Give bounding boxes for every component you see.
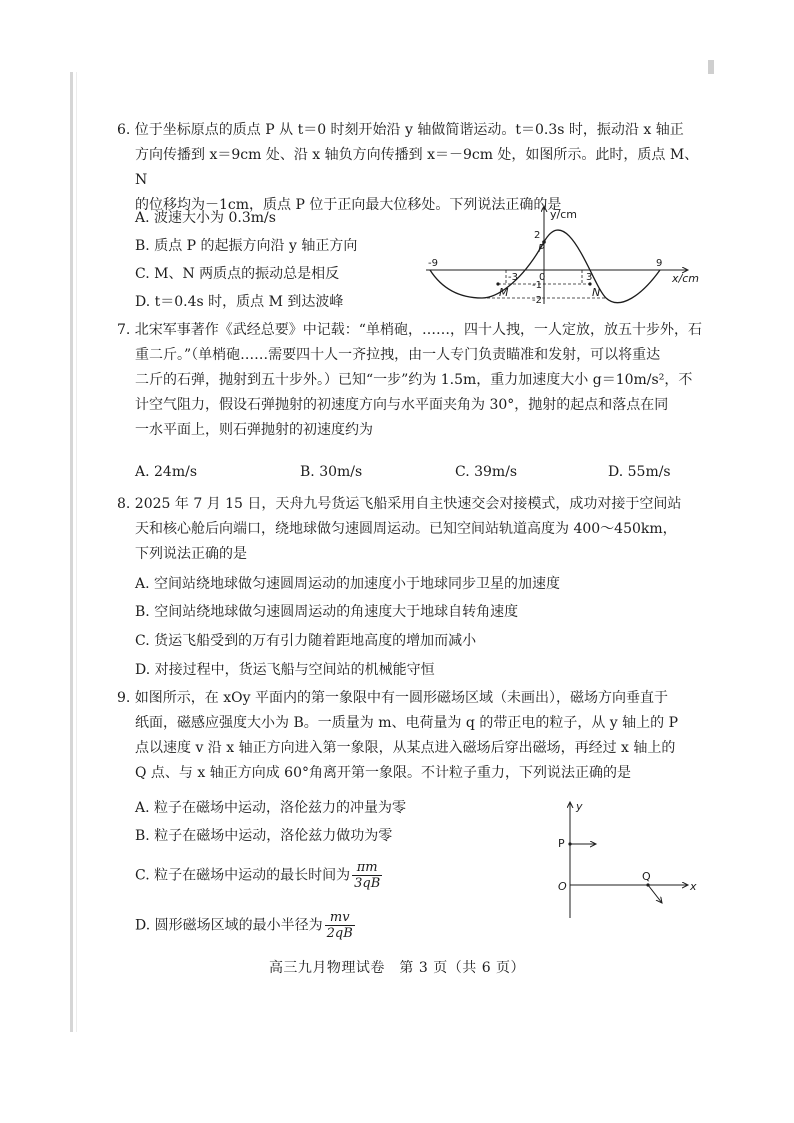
q7-line-1: 7. 北宋军事著作《武经总要》中记载：“单梢砲，……，四十人拽，一人定放，放五十步外，石 xyxy=(117,322,702,338)
question-8-stem xyxy=(117,492,707,567)
q6-wave-figure xyxy=(420,200,710,312)
q9-point-p xyxy=(568,842,571,845)
q9-option-d-numerator: mv xyxy=(325,910,355,926)
q9-option-c-denominator: 3qB xyxy=(354,876,381,891)
q9-option-c xyxy=(135,860,382,891)
q9-p-label: P xyxy=(558,837,565,850)
q7-option-c: C. 39m/s xyxy=(455,464,518,480)
q9-origin-label: O xyxy=(558,880,567,893)
q6-option-b: B. 质点 P 的起振方向沿 y 轴正方向 xyxy=(135,238,358,254)
q6-x-tick-minus9: -9 xyxy=(428,258,438,269)
q9-option-d-denominator: 2qB xyxy=(326,926,353,941)
q9-coordinate-figure xyxy=(552,798,702,920)
q7-line-5: 一水平面上，则石弹抛射的初速度约为 xyxy=(135,422,373,438)
q7-option-b: B. 30m/s xyxy=(300,464,363,480)
q8-line-3: 下列说法正确的是 xyxy=(135,546,247,562)
q6-option-c: C. M、N 两质点的振动总是相反 xyxy=(135,266,340,282)
q8-option-c: C. 货运飞船受到的万有引力随着距地高度的增加而减小 xyxy=(135,633,477,649)
question-9-stem xyxy=(117,686,707,786)
q6-line-2: 方向传播到 x＝9cm 处、沿 x 轴负方向传播到 x＝－9cm 处，如图所示。此时，质点 M、N xyxy=(135,147,699,188)
q6-label-n: N xyxy=(592,286,601,299)
q6-line-3: 的位移均为－1cm，质点 P 位于正向最大位移处。下列说法正确的是 xyxy=(135,197,562,213)
q6-label-p: P xyxy=(538,242,545,255)
q9-option-d-fraction xyxy=(325,910,355,941)
q6-label-m: M xyxy=(499,286,509,299)
q6-y-tick-minus2: -2 xyxy=(532,295,542,306)
q9-option-c-numerator: πm xyxy=(352,860,382,876)
q8-line-1: 8. 2025 年 7 月 15 日，天舟九号货运飞船采用自主快速交会对接模式，成功对接于空间站 xyxy=(117,496,682,512)
q6-option-a: A. 波速大小为 0.3m/s xyxy=(135,210,276,226)
q9-option-d-text: D. 圆形磁场区域的最小半径为 xyxy=(135,917,323,934)
q6-line-1: 6. 位于坐标原点的质点 P 从 t＝0 时刻开始沿 y 轴做简谐运动。t＝0.3s 时，振动沿 x 轴正 xyxy=(117,122,684,138)
q6-x-tick-3: 3 xyxy=(586,272,593,283)
q7-line-2: 重二斤。”（单梢砲……需要四十人一齐拉拽，由一人专门负责瞄准和发射，可以将重达 xyxy=(135,347,661,363)
q9-line-3: 点以速度 v 沿 x 轴正方向进入第一象限，从某点进入磁场后穿出磁场，再经过 x 轴上的 xyxy=(135,740,676,756)
q9-line-2: 纸面，磁感应强度大小为 B。一质量为 m、电荷量为 q 的带正电的粒子，从 y 轴上的 P xyxy=(135,715,679,731)
q6-option-d: D. t＝0.4s 时，质点 M 到达波峰 xyxy=(135,294,344,310)
q9-q-label: Q xyxy=(642,870,651,883)
q6-x-tick-minus3: -3 xyxy=(508,272,518,283)
q6-x-axis-label: x/cm xyxy=(672,272,699,285)
page-footer: 高三九月物理试卷 第 3 页（共 6 页） xyxy=(268,960,526,976)
q9-option-c-text: C. 粒子在磁场中运动的最长时间为 xyxy=(135,867,351,884)
q6-x-tick-0: 0 xyxy=(539,272,546,283)
q7-option-a: A. 24m/s xyxy=(135,464,198,480)
q9-option-a: A. 粒子在磁场中运动，洛伦兹力的冲量为零 xyxy=(135,800,407,816)
q7-line-3: 二斤的石弹，抛射到五十步外。）已知“一步”约为 1.5m，重力加速度大小 g＝10m/s²，不 xyxy=(135,372,693,388)
q6-x-tick-9: 9 xyxy=(656,258,663,269)
question-7-stem xyxy=(117,318,707,443)
q9-option-d xyxy=(135,910,355,941)
q8-line-2: 天和核心舱后向端口，绕地球做匀速圆周运动。已知空间站轨道高度为 400～450km， xyxy=(135,521,677,537)
q9-line-4: Q 点、与 x 轴正方向成 60°角离开第一象限。不计粒子重力，下列说法正确的是 xyxy=(135,765,631,781)
q8-option-b: B. 空间站绕地球做匀速圆周运动的角速度大于地球自转角速度 xyxy=(135,604,519,620)
q9-x-label: x xyxy=(690,880,697,893)
q9-velocity-arrow-q xyxy=(648,885,662,903)
q9-line-1: 9. 如图所示，在 xOy 平面内的第一象限中有一圆形磁场区域（未画出），磁场方向垂直于 xyxy=(117,690,668,706)
q7-option-d: D. 55m/s xyxy=(608,464,671,480)
q6-y-tick-minus1: -1 xyxy=(532,280,542,291)
q6-y-axis-label: y/cm xyxy=(550,208,577,221)
q7-line-4: 计空气阻力，假设石弹抛射的初速度方向与水平面夹角为 30°，抛射的起点和落点在同 xyxy=(135,397,669,413)
q9-y-label: y xyxy=(576,800,583,813)
q9-option-b: B. 粒子在磁场中运动，洛伦兹力做功为零 xyxy=(135,828,393,844)
q6-y-tick-2: 2 xyxy=(534,230,541,241)
q9-point-q xyxy=(646,883,649,886)
q8-option-a: A. 空间站绕地球做匀速圆周运动的加速度小于地球同步卫星的加速度 xyxy=(135,576,561,592)
q9-option-c-fraction xyxy=(352,860,382,891)
q8-option-d: D. 对接过程中，货运飞船与空间站的机械能守恒 xyxy=(135,662,435,678)
